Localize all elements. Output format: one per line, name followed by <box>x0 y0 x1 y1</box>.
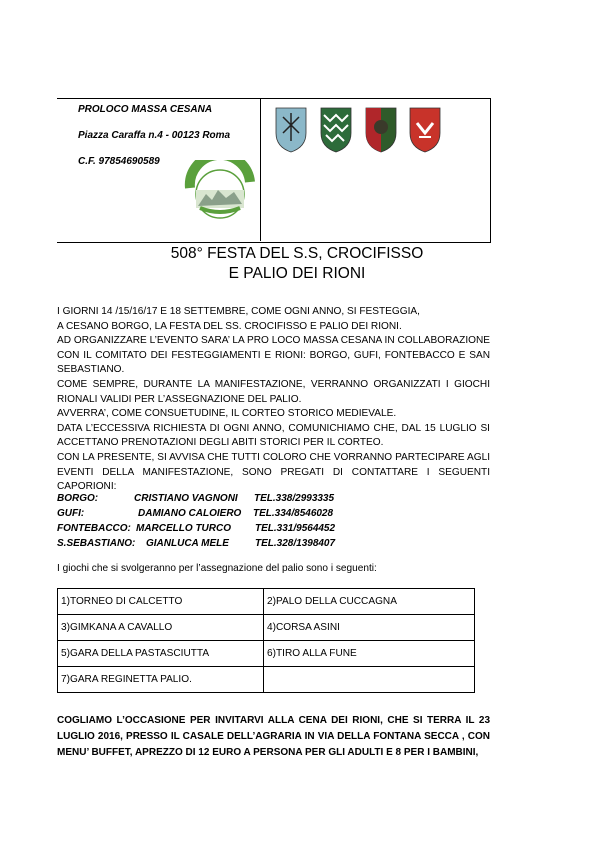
table-row <box>58 589 475 615</box>
body-line: CON IL COMITATO DEI FESTEGGIAMENTI E RIONI: BORGO, GUFI, FONTEBACCO E SAN <box>57 349 490 361</box>
title-line-2: E PALIO DEI RIONI <box>228 265 366 282</box>
rione-name: BORGO: <box>57 493 99 504</box>
caporione-name: CRISTIANO VAGNONI <box>134 493 238 504</box>
table-row <box>58 641 475 667</box>
table-cell: 4)CORSA ASINI <box>264 615 475 641</box>
header-divider <box>260 98 261 241</box>
table-cell: 5)GARA DELLA PASTASCIUTTA <box>58 641 264 667</box>
closing-line: COGLIAMO L’OCCASIONE PER INVITARVI ALLA CENA DEI RIONI, CHE SI TERRA IL 23 <box>57 715 490 726</box>
shield-san-sebastiano-icon <box>275 103 307 152</box>
caporione-phone: TEL.334/8546028 <box>253 508 334 519</box>
body-line: CON LA PRESENTE, SI AVVISA CHE TUTTI COLORO CHE VORRANNO PARTECIPARE AGLI <box>57 451 490 463</box>
body-line: SEBASTIANO. <box>57 364 125 376</box>
rione-name: GUFI: <box>57 508 85 519</box>
body-line: DATA L’ECCESSIVA RICHIESTA DI OGNI ANNO, COMUNICHIAMO CHE, DAL 15 LUGLIO SI <box>57 422 490 434</box>
table-row <box>58 615 475 641</box>
title-line-1: 508° FESTA DEL S.S, CROCIFISSO <box>170 245 424 262</box>
closing-line: LUGLIO 2016, PRESSO IL CASALE DELL’AGRARIA IN VIA DELLA FONTANA SECCA , CON <box>57 730 490 742</box>
caporione-phone: TEL.338/2993335 <box>254 493 335 504</box>
table-cell <box>264 667 475 693</box>
caporione-name: GIANLUCA MELE <box>146 538 229 549</box>
body-line: EVENTI DELLA MANIFESTAZIONE, SONO PREGATI DI CONTATTARE I SEGUENTI <box>57 466 490 478</box>
rioni-shields <box>275 103 445 153</box>
body-line: AD ORGANIZZARE L’EVENTO SARA’ LA PRO LOCO MASSA CESANA IN COLLABORAZIONE <box>57 335 490 347</box>
closing-line: MENU’ BUFFET, APREZZO DI 12 EURO A PERSONA PER GLI ADULTI E 8 PER I BAMBINI, <box>57 746 479 758</box>
closing-text <box>57 713 490 760</box>
body-line: A CESANO BORGO, LA FESTA DEL SS. CROCIFISSO E PALIO DEI RIONI. <box>57 320 402 332</box>
games-intro: I giochi che si svolgeranno per l’assegnazione del palio sono i seguenti: <box>57 563 377 574</box>
games-table <box>57 588 475 693</box>
table-cell: 1)TORNEO DI CALCETTO <box>58 589 264 615</box>
body-line: AVVERRA’, COME CONSUETUDINE, IL CORTEO STORICO MEDIEVALE. <box>57 408 397 420</box>
body-line: CAPORIONI: <box>57 481 117 493</box>
org-name: PROLOCO MASSA CESANA <box>78 104 213 115</box>
table-cell: 3)GIMKANA A CAVALLO <box>58 615 264 641</box>
rione-name: S.SEBASTIANO: <box>57 538 136 549</box>
rione-name: FONTEBACCO: <box>57 523 131 534</box>
org-address: Piazza Caraffa n.4 - 00123 Roma <box>78 130 231 141</box>
proloco-logo <box>182 160 260 220</box>
org-cf: C.F. 97854690589 <box>78 156 160 167</box>
caporione-phone: TEL.328/1398407 <box>255 538 336 549</box>
body-line: I GIORNI 14 /15/16/17 E 18 SETTEMBRE, COME OGNI ANNO, SI FESTEGGIA, <box>57 306 420 317</box>
table-cell: 2)PALO DELLA CUCCAGNA <box>264 589 475 615</box>
shield-fontebacco-icon <box>410 108 440 152</box>
body-line: COME SEMPRE, DURANTE LA MANIFESTAZIONE, VERRANNO ORGANIZZATI I GIOCHI <box>57 378 490 390</box>
body-text <box>57 305 490 495</box>
shield-borgo-icon <box>321 108 351 152</box>
table-cell: 7)GARA REGINETTA PALIO. <box>58 667 264 693</box>
shield-gufi-icon <box>366 108 396 152</box>
table-cell: 6)TIRO ALLA FUNE <box>264 641 475 667</box>
table-row <box>58 667 475 693</box>
caporione-phone: TEL.331/9564452 <box>255 523 336 534</box>
caporione-name: DAMIANO CALOIERO <box>138 508 242 519</box>
body-line: ACCETTANO PRENOTAZIONI DEGLI ABITI STORICI PER IL CORTEO. <box>57 437 384 449</box>
caporione-name: MARCELLO TURCO <box>136 523 231 534</box>
body-line: RIONALI VALIDI PER L’ASSEGNAZIONE DEL PALIO. <box>57 393 302 405</box>
